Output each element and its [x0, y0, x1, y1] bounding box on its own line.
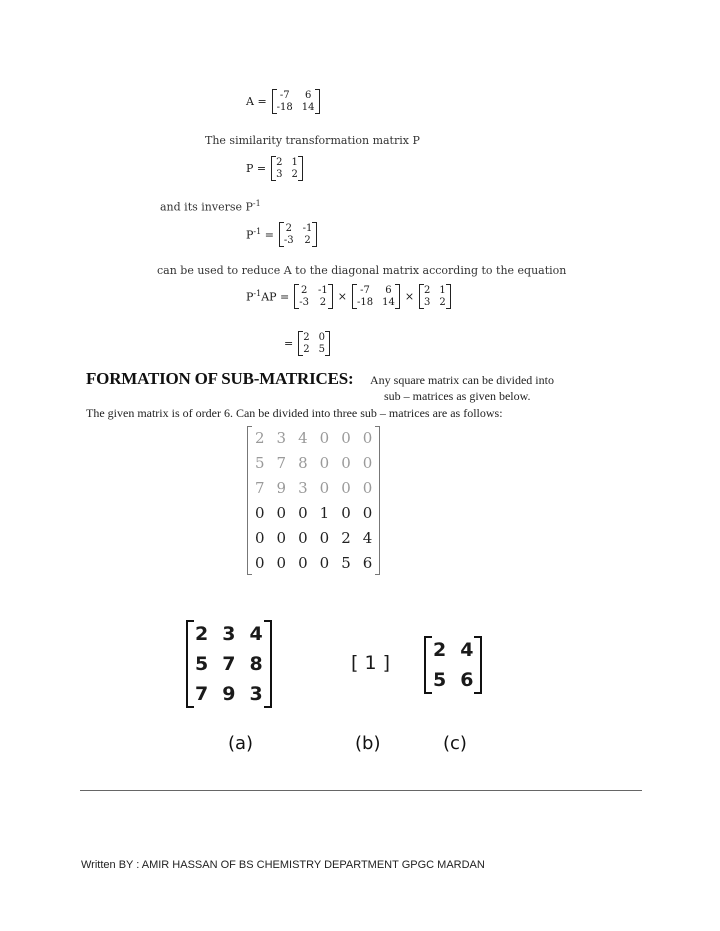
heading-continuation-2: sub – matrices as given below.: [384, 389, 531, 403]
matrix-cell: 2: [195, 623, 209, 645]
matrix-cell: 0: [341, 504, 351, 522]
equation-lhs: =: [284, 337, 294, 350]
inverse-superscript: -1: [252, 199, 261, 208]
matrix-cell: 3: [298, 479, 308, 497]
matrix-cell: 4: [298, 429, 308, 447]
matrix-cell: 5: [255, 454, 265, 472]
matrix-cell: 2: [439, 297, 446, 308]
matrix-cell: 0: [319, 529, 330, 547]
matrix-cell: 0: [255, 554, 265, 572]
similarity-text: The similarity transformation matrix P: [205, 134, 420, 147]
equation-lhs: [246, 227, 274, 242]
matrix-cell: 5: [195, 653, 209, 675]
matrix-cell: 0: [341, 454, 351, 472]
matrix-cell: -7: [279, 90, 290, 101]
equation-product: [246, 284, 451, 309]
multiply-sign: ×: [404, 290, 415, 303]
equation-a: [246, 89, 320, 114]
equation-p-inverse: [246, 222, 317, 247]
matrix-cell: 2: [341, 529, 351, 547]
matrix-cell: 1: [319, 504, 330, 522]
matrix-cell: 6: [362, 554, 373, 572]
matrix-p-inverse: [279, 222, 318, 247]
caption-a: (a): [228, 733, 254, 754]
matrix-cell: 0: [319, 554, 330, 572]
matrix-cell: 7: [276, 454, 287, 472]
heading-continuation: Any square matrix can be divided into: [370, 373, 554, 387]
matrix-cell: 2: [276, 157, 283, 168]
matrix-cell: 7: [195, 683, 209, 705]
matrix-a: [272, 89, 320, 114]
equation-p: [246, 156, 303, 181]
matrix-cell: 0: [362, 479, 373, 497]
matrix-cell: 0: [298, 504, 308, 522]
footer-divider: [80, 790, 642, 791]
matrix-cell: 0: [362, 504, 373, 522]
lhs-superscript: -1: [253, 227, 262, 237]
matrix-cell: 3: [222, 623, 236, 645]
lhs-superscript: -1: [253, 289, 262, 299]
matrix-cell: -7: [360, 285, 370, 296]
matrix-cell: 0: [318, 332, 325, 343]
matrix-cell: 5: [341, 554, 351, 572]
matrix-cell: 0: [255, 529, 265, 547]
matrix-cell: 0: [319, 479, 330, 497]
matrix-cell: 8: [249, 653, 263, 675]
sub-matrix-b: [ 1 ]: [351, 652, 390, 674]
matrix-cell: 9: [222, 683, 236, 705]
matrix-cell: 0: [276, 504, 287, 522]
matrix-cell: 2: [303, 332, 310, 343]
lhs-tail: =: [261, 228, 274, 242]
matrix-cell: 14: [301, 102, 315, 113]
matrix-cell: 3: [249, 683, 263, 705]
matrix-cell: 2: [285, 223, 292, 234]
matrix-cell: 2: [424, 285, 431, 296]
matrix-p: [271, 156, 303, 181]
matrix-cell: 4: [362, 529, 373, 547]
matrix-cell: 0: [319, 454, 330, 472]
matrix-cell: 0: [362, 429, 373, 447]
matrix-cell: 2: [255, 429, 265, 447]
matrix-cell: 8: [298, 454, 308, 472]
section-heading: FORMATION OF SUB-MATRICES:: [86, 369, 354, 388]
matrix-cell: 4: [460, 639, 474, 661]
equation-lhs: A =: [246, 95, 267, 108]
equation-lhs: P =: [246, 162, 267, 175]
matrix-p-inverse: [294, 284, 333, 309]
matrix-cell: 0: [319, 429, 330, 447]
matrix-cell: 0: [341, 479, 351, 497]
matrix-cell: 0: [298, 554, 308, 572]
matrix-p: [419, 284, 451, 309]
matrix-cell: 3: [424, 297, 431, 308]
matrix-cell: 5: [433, 669, 447, 691]
matrix-cell: 9: [276, 479, 287, 497]
equation-lhs: [246, 289, 289, 304]
matrix-cell: 2: [433, 639, 447, 661]
order-six-matrix-wrap: [247, 426, 380, 575]
matrix-cell: -1: [302, 223, 313, 234]
sub-matrix-c-wrap: [424, 636, 482, 694]
matrix-cell: -3: [283, 235, 294, 246]
matrix-cell: 0: [255, 504, 265, 522]
matrix-cell: 6: [304, 90, 312, 101]
matrix-diagonal: [298, 331, 330, 356]
matrix-cell: 6: [460, 669, 474, 691]
caption-b: (b): [355, 733, 381, 754]
matrix-a: [352, 284, 400, 309]
matrix-cell: 6: [385, 285, 392, 296]
matrix-cell: 2: [300, 285, 308, 296]
matrix-cell: -3: [299, 297, 310, 308]
matrix-cell: 7: [222, 653, 236, 675]
matrix-cell: 0: [341, 429, 351, 447]
inverse-text-main: and its inverse P: [160, 200, 253, 214]
matrix-cell: 2: [291, 169, 298, 180]
matrix-cell: 14: [382, 297, 395, 308]
sub-matrix-c: [424, 636, 482, 694]
matrix-cell: 0: [298, 529, 308, 547]
matrix-cell: -18: [276, 102, 293, 113]
lhs-symbol: P: [246, 290, 254, 304]
matrix-cell: -1: [318, 285, 328, 296]
matrix-cell: 7: [255, 479, 265, 497]
matrix-cell: 0: [276, 554, 287, 572]
matrix-cell: 2: [319, 297, 327, 308]
matrix-cell: 4: [249, 623, 263, 645]
matrix-cell: 0: [276, 529, 287, 547]
footer-credit: Written BY : AMIR HASSAN OF BS CHEMISTRY DEPARTMENT GPGC MARDAN: [81, 859, 485, 871]
matrix-cell: -18: [356, 297, 374, 308]
multiply-sign: ×: [337, 290, 347, 303]
lhs-tail: AP =: [261, 290, 290, 304]
matrix-cell: 2: [304, 235, 311, 246]
equation-result: [284, 331, 330, 356]
matrix-cell: 3: [276, 169, 283, 180]
matrix-cell: 0: [362, 454, 373, 472]
sub-matrix-a: [186, 620, 272, 708]
matrix-cell: 2: [303, 344, 310, 355]
sub-matrix-a-wrap: [186, 620, 272, 708]
reduce-text: can be used to reduce A to the diagonal matrix according to the equation: [157, 264, 567, 277]
matrix-cell: 1: [291, 157, 298, 168]
matrix-cell: 1: [439, 285, 446, 296]
matrix-cell: 3: [276, 429, 287, 447]
matrix-cell: 5: [318, 344, 325, 355]
lhs-symbol: P: [246, 228, 254, 242]
caption-c: (c): [443, 733, 467, 754]
inverse-text: [160, 199, 261, 214]
order-six-matrix: [247, 426, 380, 575]
order-text: The given matrix is of order 6. Can be divided into three sub – matrices are as follows:: [86, 406, 503, 420]
